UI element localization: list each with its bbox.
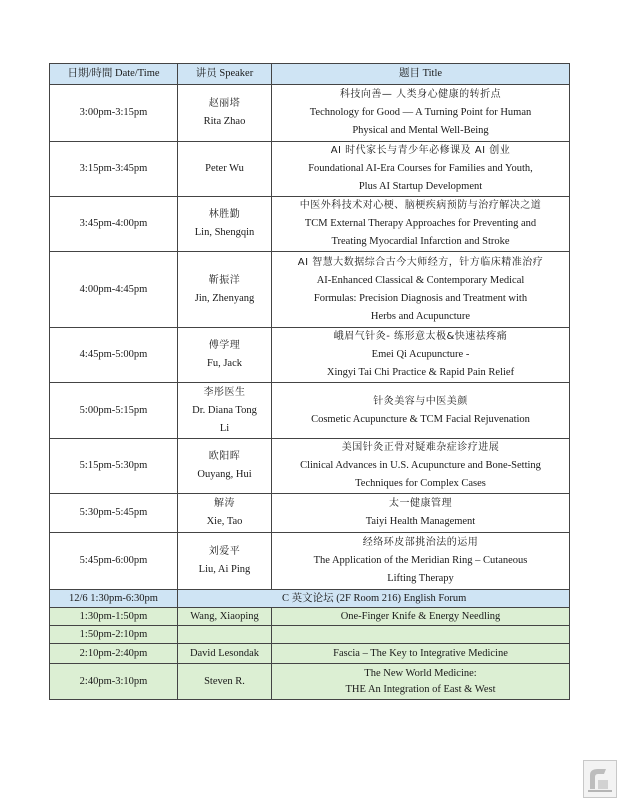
title-line: Physical and Mental Well-Being [352,125,489,136]
speaker-name-zh: 李彤医生 [203,386,246,398]
session-title [272,439,570,494]
forum-title-line: The New World Medicine: [364,667,477,679]
session-speaker [178,383,272,439]
session-title [272,533,570,590]
header-speaker: 讲员 Speaker [178,64,272,85]
title-line: TCM External Therapy Approaches for Preventing and [304,218,537,229]
title-line: Plus AI Startup Development [358,181,483,192]
session-time: 4:00pm-4:45pm [50,252,178,328]
speaker-name-zh: 赵丽塔 [208,98,241,109]
speaker-name-zh: 解涛 [214,498,235,509]
session-time: 3:15pm-3:45pm [50,142,178,197]
forum-title-cell: One-Finger Knife & Energy Needling [272,608,570,626]
session-row [50,85,570,142]
session-title [272,85,570,142]
session-row [50,439,570,494]
schedule-table [49,63,570,700]
title-line: 美国针灸正骨对疑难杂症诊疗进展 [341,442,500,453]
title-line: Emei Qi Acupuncture - [371,349,470,360]
title-line: Xingyi Tai Chi Practice & Rapid Pain Relief [326,367,515,378]
session-speaker [178,328,272,383]
forum-title-cell [272,664,570,700]
session-speaker [178,142,272,197]
corner-logo [583,760,617,798]
speaker-name-en: Lin, Shengqin [194,227,255,238]
title-line: 科技向善— 人类身心健康的转折点 [339,89,502,100]
session-title [272,142,570,197]
forum-section-row [50,590,570,608]
forum-row [50,626,570,644]
session-speaker [178,439,272,494]
title-line: Clinical Advances in U.S. Acupuncture and Bone-Setting [300,460,541,471]
title-line: Cosmetic Acupuncture & TCM Facial Rejuvenation [311,413,530,425]
session-row [50,142,570,197]
forum-speaker: David Lesondak [178,644,272,664]
session-time: 5:30pm-5:45pm [50,494,178,533]
speaker-name-en: Fu, Jack [207,358,242,369]
session-title [272,383,570,439]
speaker-name-en: Rita Zhao [203,116,246,127]
forum-title-cell [272,626,570,644]
forum-time: 2:40pm-3:10pm [50,664,178,700]
session-title [272,252,570,328]
logo-graphic-icon [584,761,616,797]
speaker-name-zh: 刘爱平 [208,546,241,557]
title-line: Taiyi Health Management [365,516,476,527]
session-speaker [178,197,272,252]
speaker-name-en: Dr. Diana Tong Li [192,404,257,434]
title-line: Techniques for Complex Cases [355,478,486,489]
table-header-row [50,64,570,85]
speaker-name-zh: 欧阳晖 [208,451,241,462]
speaker-name-zh: 傅学理 [208,340,241,351]
session-row [50,328,570,383]
speaker-name-en: Ouyang, Hui [197,469,252,480]
session-time: 5:00pm-5:15pm [50,383,178,439]
title-line: 针灸美容与中医美颜 [373,395,468,407]
forum-title-cell: Fascia – The Key to Integrative Medicine [272,644,570,664]
forum-speaker: Wang, Xiaoping [178,608,272,626]
title-line: Treating Myocardial Infarction and Stroke [331,236,510,247]
header-title: 题目 Title [272,64,570,85]
session-row [50,252,570,328]
session-time: 5:15pm-5:30pm [50,439,178,494]
forum-row [50,608,570,626]
forum-time: 1:30pm-1:50pm [50,608,178,626]
session-title [272,197,570,252]
session-speaker [178,494,272,533]
title-line: 中医外科技术对心梗、脑梗疾病预防与治疗解决之道 [299,200,542,211]
forum-row [50,664,570,700]
forum-title [178,590,570,608]
session-row [50,533,570,590]
forum-speaker [178,626,272,644]
title-line: Formulas: Precision Diagnosis and Treatment with [313,292,528,304]
speaker-name-en: Xie, Tao [206,516,243,527]
title-line: Herbs and Acupuncture [370,310,471,322]
header-date-time: 日期/時間 Date/Time [50,64,178,85]
speaker-name-zh: 靳振洋 [208,274,241,286]
title-line: AI-Enhanced Classical & Contemporary Medical [316,274,525,286]
session-speaker [178,85,272,142]
session-time: 3:45pm-4:00pm [50,197,178,252]
title-line: Technology for Good — A Turning Point for Human [309,107,532,118]
title-line: The Application of the Meridian Ring – Cutaneous [313,555,528,566]
speaker-name-en: Jin, Zhenyang [194,292,255,304]
session-time: 3:00pm-3:15pm [50,85,178,142]
speaker-name-en: Peter Wu [205,163,244,174]
forum-title-line: THE An Integration of East & West [345,683,496,695]
forum-time: 2:10pm-2:40pm [50,644,178,664]
title-line: AI 时代家长与青少年必修课及 AI 创业 [330,145,511,156]
title-line: 经络环皮部挑治法的运用 [362,537,479,548]
session-speaker [178,252,272,328]
session-row [50,197,570,252]
session-time: 4:45pm-5:00pm [50,328,178,383]
forum-date-time: 12/6 1:30pm-6:30pm [50,590,178,608]
title-line: 太一健康管理 [389,498,452,509]
session-speaker [178,533,272,590]
session-row [50,494,570,533]
title-line: 峨眉气针灸- 练形意太极&快速祛疼痛 [333,331,508,342]
session-title [272,328,570,383]
forum-speaker: Steven R. [178,664,272,700]
title-line: AI 智慧大数据综合古今大师经方，针方临床精准治疗 [297,256,544,268]
speaker-name-zh: 林胜勤 [208,209,241,220]
forum-title-text: C 英文论坛 (2F Room 216) English Forum [282,592,467,604]
session-title [272,494,570,533]
title-line: Lifting Therapy [387,573,454,584]
forum-row [50,644,570,664]
session-time: 5:45pm-6:00pm [50,533,178,590]
session-row [50,383,570,439]
title-line: Foundational AI-Era Courses for Families and Youth, [308,163,533,174]
speaker-name-en: Liu, Ai Ping [198,564,251,575]
forum-time: 1:50pm-2:10pm [50,626,178,644]
